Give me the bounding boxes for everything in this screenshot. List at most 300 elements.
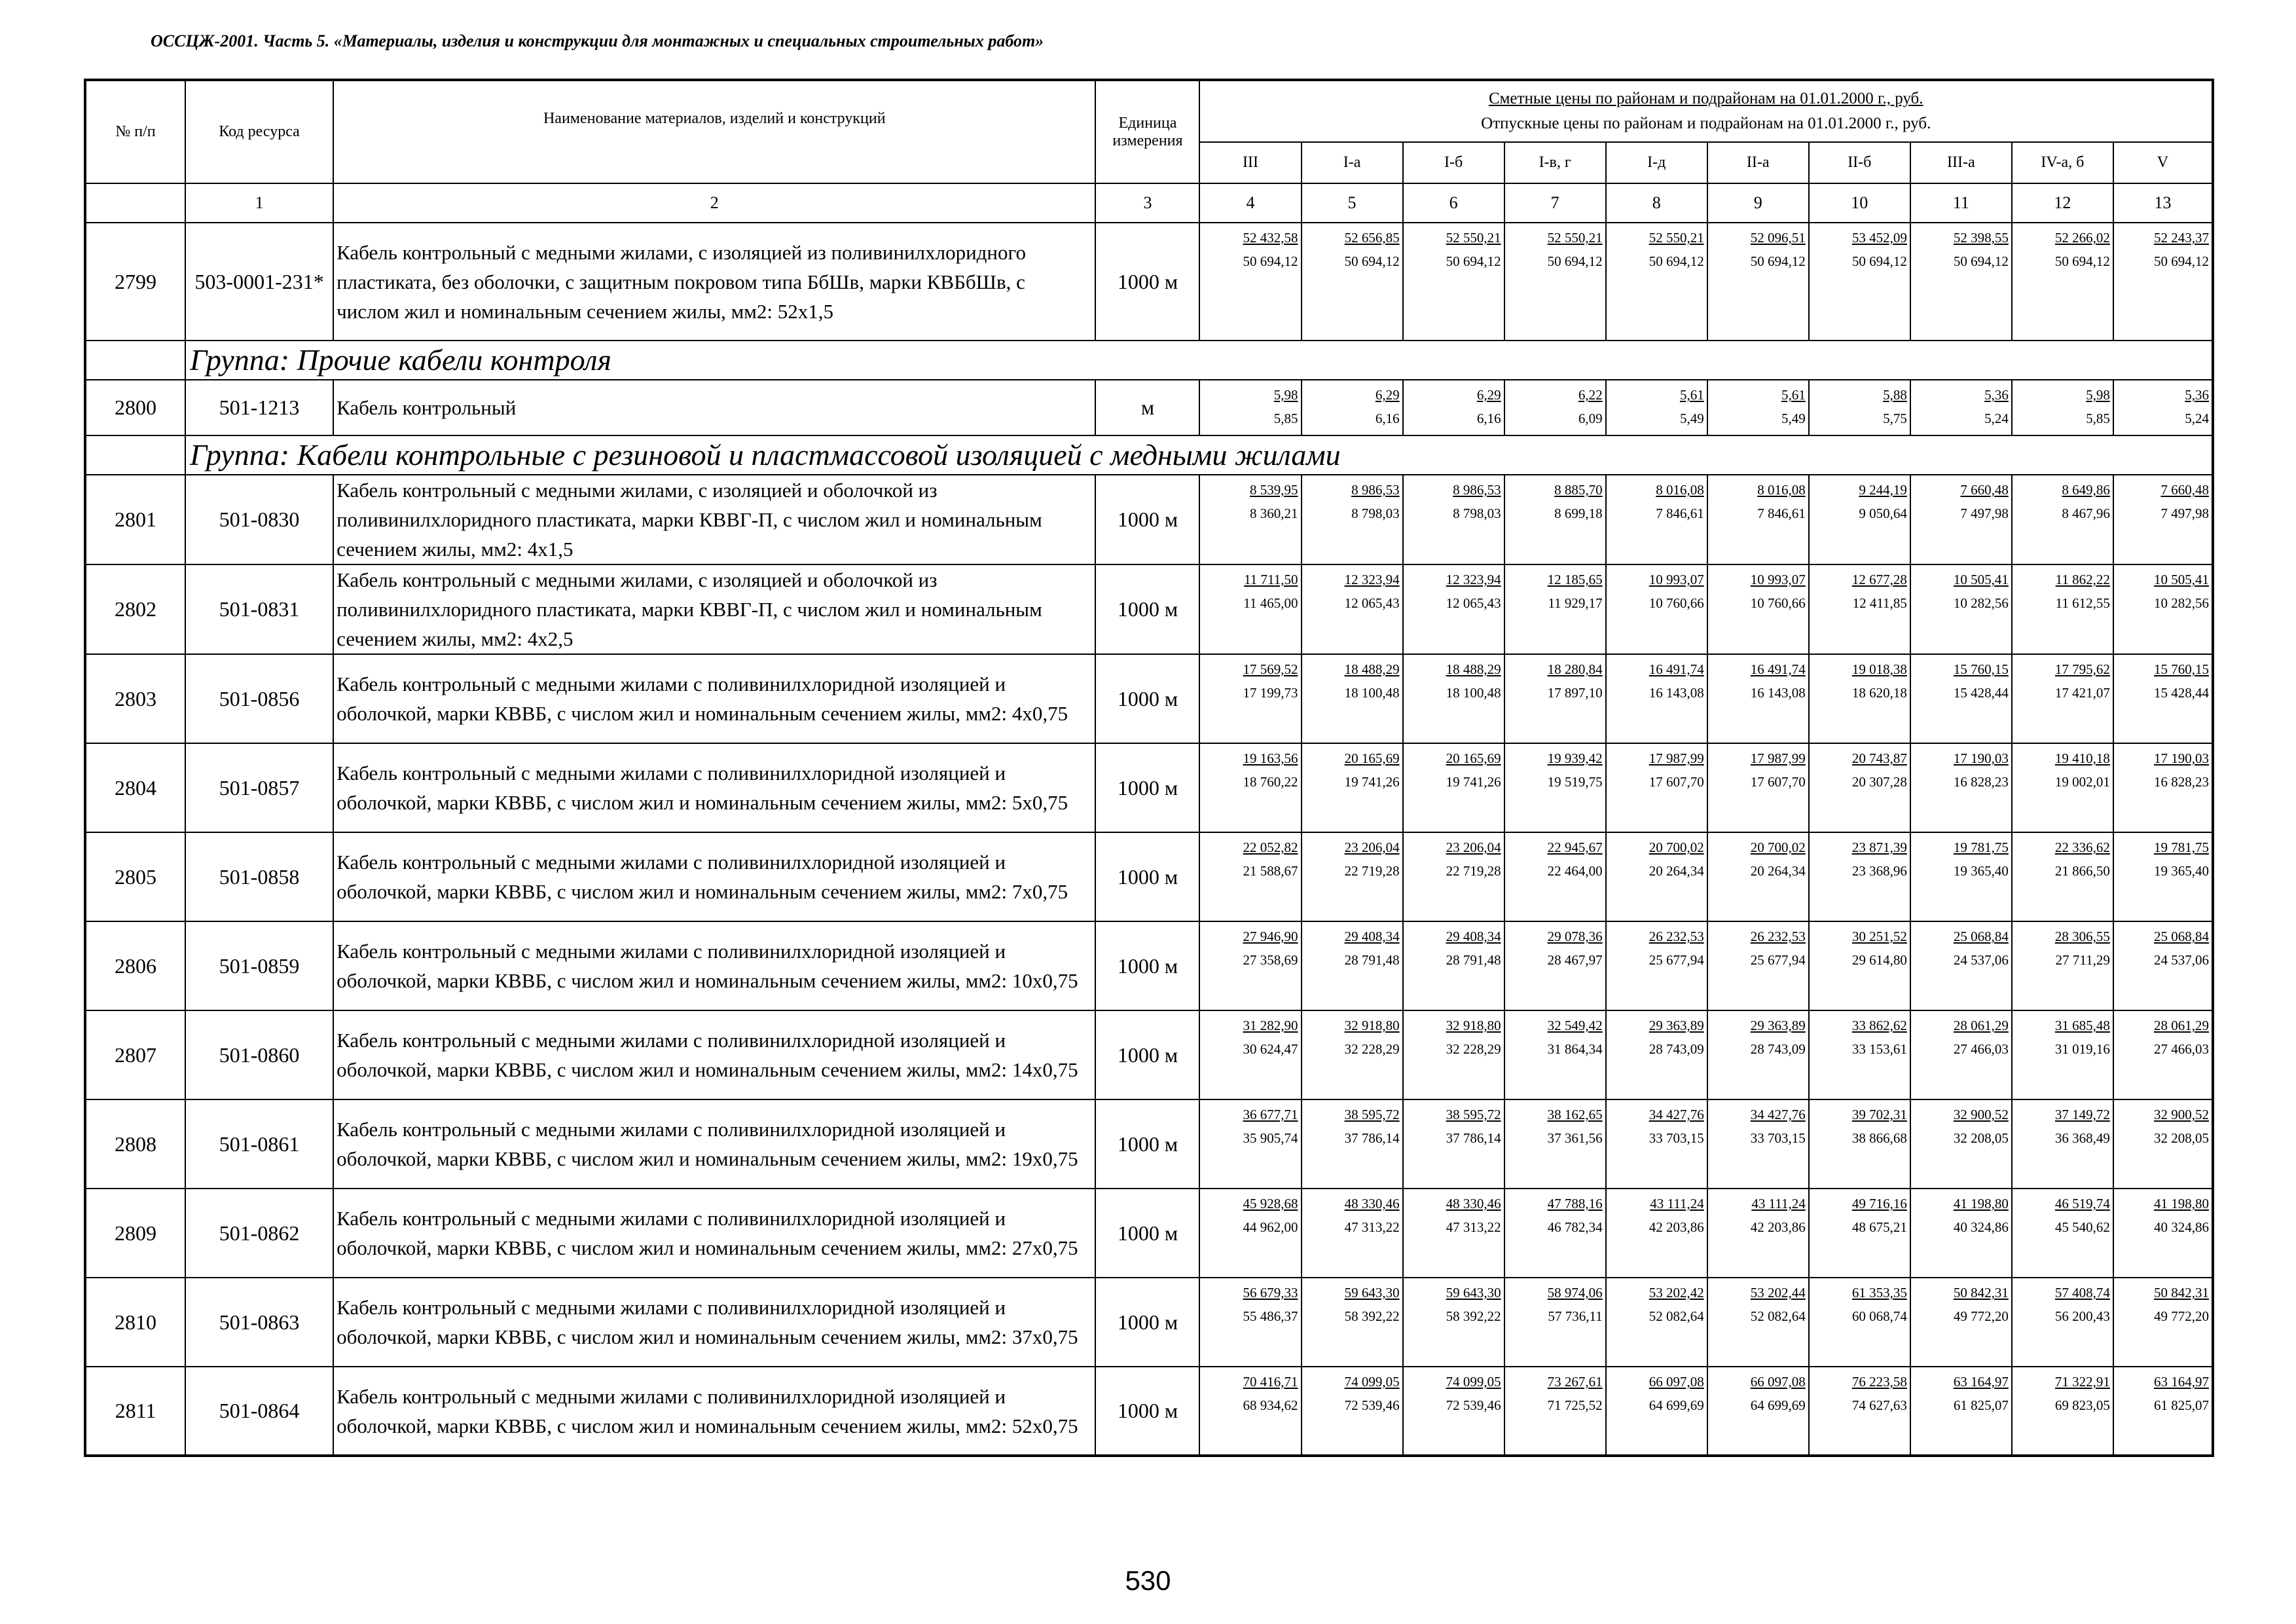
estimate-price: 19 018,38 xyxy=(1851,661,1907,677)
price-cell xyxy=(2012,1099,2113,1189)
row-number: 2801 xyxy=(85,475,185,564)
table-row xyxy=(85,475,2213,564)
release-price: 42 203,86 xyxy=(1649,1219,1704,1235)
release-price: 16 828,23 xyxy=(1953,774,2009,790)
price-cell xyxy=(2012,475,2113,564)
estimate-price: 5,98 xyxy=(2086,387,2110,403)
price-cell xyxy=(1707,654,1809,743)
col-header-code: Код ресурса xyxy=(185,80,333,183)
price-cell xyxy=(1910,1099,2012,1189)
release-price: 58 392,22 xyxy=(1446,1308,1501,1324)
price-cell xyxy=(1809,564,1910,654)
estimate-price: 5,61 xyxy=(1781,387,1806,403)
price-cell xyxy=(2012,1278,2113,1367)
price-cell xyxy=(1199,475,1301,564)
estimate-price: 48 330,46 xyxy=(1446,1196,1501,1211)
price-cell xyxy=(2012,223,2113,341)
release-price: 33 153,61 xyxy=(1851,1041,1907,1057)
release-price: 23 368,96 xyxy=(1851,863,1907,879)
table-row xyxy=(85,921,2213,1010)
release-price: 57 736,11 xyxy=(1548,1308,1603,1324)
price-cell xyxy=(1403,223,1504,341)
estimate-price: 53 452,09 xyxy=(1851,230,1907,246)
estimate-price: 20 743,87 xyxy=(1851,750,1907,766)
resource-code: 501-0864 xyxy=(185,1367,333,1456)
estimate-price: 20 165,69 xyxy=(1344,750,1400,766)
row-number: 2810 xyxy=(85,1278,185,1367)
price-cell xyxy=(1707,832,1809,921)
estimate-price: 61 353,35 xyxy=(1851,1285,1907,1301)
estimate-price: 50 842,31 xyxy=(1953,1285,2009,1301)
estimate-price: 6,29 xyxy=(1476,387,1501,403)
col-number: 11 xyxy=(1910,183,2012,223)
estimate-price: 12 185,65 xyxy=(1547,572,1603,587)
estimate-price: 15 760,15 xyxy=(1953,661,2009,677)
row-number: 2805 xyxy=(85,832,185,921)
estimate-price: 31 282,90 xyxy=(1243,1018,1298,1033)
estimate-price: 59 643,30 xyxy=(1344,1285,1400,1301)
price-cell xyxy=(1504,1367,1606,1456)
price-cell xyxy=(1809,1010,1910,1099)
estimate-price: 17 987,99 xyxy=(1649,750,1704,766)
release-price: 7 846,61 xyxy=(1656,506,1704,521)
price-cell xyxy=(1504,564,1606,654)
release-price: 28 791,48 xyxy=(1446,952,1501,968)
release-price: 5,85 xyxy=(1273,411,1298,426)
estimate-price: 18 488,29 xyxy=(1344,661,1400,677)
price-cell xyxy=(1809,1099,1910,1189)
resource-code: 503-0001-231* xyxy=(185,223,333,341)
estimate-price: 23 206,04 xyxy=(1344,840,1400,855)
col-header-region: I-д xyxy=(1606,142,1707,183)
price-cell xyxy=(1403,475,1504,564)
estimate-price: 5,98 xyxy=(1273,387,1298,403)
release-price: 8 699,18 xyxy=(1554,506,1603,521)
price-cell xyxy=(2113,1010,2213,1099)
price-cell xyxy=(1199,654,1301,743)
estimate-price: 63 164,97 xyxy=(2154,1374,2209,1390)
release-price: 8 467,96 xyxy=(2062,506,2110,521)
release-price: 49 772,20 xyxy=(2154,1308,2209,1324)
price-cell xyxy=(1707,1278,1809,1367)
estimate-price: 66 097,08 xyxy=(1649,1374,1704,1390)
estimate-price: 26 232,53 xyxy=(1750,929,1806,944)
estimate-price: 18 280,84 xyxy=(1547,661,1603,677)
estimate-price: 25 068,84 xyxy=(1953,929,2009,944)
price-cell xyxy=(2012,654,2113,743)
release-price: 71 725,52 xyxy=(1547,1397,1603,1413)
estimate-price: 12 323,94 xyxy=(1344,572,1400,587)
price-cell xyxy=(1910,475,2012,564)
price-cell xyxy=(1199,380,1301,435)
estimate-price: 19 781,75 xyxy=(2154,840,2209,855)
price-cell xyxy=(1302,1010,1403,1099)
col-header-region: III xyxy=(1199,142,1301,183)
price-cell xyxy=(1606,1099,1707,1189)
release-price: 72 539,46 xyxy=(1344,1397,1400,1413)
release-price: 19 519,75 xyxy=(1547,774,1603,790)
estimate-price: 32 549,42 xyxy=(1547,1018,1603,1033)
release-price: 61 825,07 xyxy=(1953,1397,2009,1413)
price-cell xyxy=(1910,921,2012,1010)
price-cell xyxy=(2113,380,2213,435)
estimate-price: 30 251,52 xyxy=(1851,929,1907,944)
page-number: 530 xyxy=(1125,1565,1171,1596)
estimate-price: 20 700,02 xyxy=(1750,840,1806,855)
estimate-price: 52 096,51 xyxy=(1750,230,1806,246)
resource-code: 501-0859 xyxy=(185,921,333,1010)
release-price: 19 365,40 xyxy=(1953,863,2009,879)
price-cell xyxy=(1707,1367,1809,1456)
estimate-price: 32 918,80 xyxy=(1446,1018,1501,1033)
table-row xyxy=(85,380,2213,435)
prices-release-title: Отпускные цены по районам и подрайонам на 01.01.2000 г., руб. xyxy=(1481,115,1931,132)
price-cell xyxy=(2012,380,2113,435)
price-cell xyxy=(1302,1189,1403,1278)
estimate-price: 73 267,61 xyxy=(1547,1374,1603,1390)
release-price: 15 428,44 xyxy=(2154,685,2209,701)
estimate-price: 23 871,39 xyxy=(1851,840,1907,855)
col-number: 7 xyxy=(1504,183,1606,223)
table-row xyxy=(85,1010,2213,1099)
estimate-price: 8 649,86 xyxy=(2062,482,2110,498)
estimate-price: 5,36 xyxy=(2185,387,2209,403)
release-price: 27 358,69 xyxy=(1243,952,1298,968)
release-price: 10 282,56 xyxy=(2154,595,2209,611)
price-cell xyxy=(2113,564,2213,654)
release-price: 33 703,15 xyxy=(1649,1130,1704,1146)
release-price: 35 905,74 xyxy=(1243,1130,1298,1146)
price-cell xyxy=(1910,832,2012,921)
release-price: 18 620,18 xyxy=(1851,685,1907,701)
estimate-price: 16 491,74 xyxy=(1649,661,1704,677)
estimate-price: 53 202,44 xyxy=(1750,1285,1806,1301)
col-number: 10 xyxy=(1809,183,1910,223)
release-price: 44 962,00 xyxy=(1243,1219,1298,1235)
release-price: 28 743,09 xyxy=(1750,1041,1806,1057)
release-price: 72 539,46 xyxy=(1446,1397,1501,1413)
release-price: 5,49 xyxy=(1679,411,1704,426)
estimate-price: 52 550,21 xyxy=(1446,230,1501,246)
release-price: 17 199,73 xyxy=(1243,685,1298,701)
row-number: 2806 xyxy=(85,921,185,1010)
estimate-price: 10 993,07 xyxy=(1649,572,1704,587)
estimate-price: 19 410,18 xyxy=(2054,750,2110,766)
resource-code: 501-0831 xyxy=(185,564,333,654)
price-cell xyxy=(1910,380,2012,435)
price-cell xyxy=(2113,1367,2213,1456)
price-cell xyxy=(2113,1099,2213,1189)
price-cell xyxy=(2113,475,2213,564)
estimate-price: 6,29 xyxy=(1375,387,1400,403)
resource-code: 501-0857 xyxy=(185,743,333,832)
price-cell xyxy=(1606,1278,1707,1367)
price-cell xyxy=(1199,1367,1301,1456)
release-price: 18 760,22 xyxy=(1243,774,1298,790)
col-number: 13 xyxy=(2113,183,2213,223)
release-price: 17 607,70 xyxy=(1750,774,1806,790)
unit-of-measure: 1000 м xyxy=(1095,654,1199,743)
release-price: 50 694,12 xyxy=(2154,253,2209,269)
release-price: 64 699,69 xyxy=(1750,1397,1806,1413)
table-row xyxy=(85,743,2213,832)
release-price: 19 741,26 xyxy=(1446,774,1501,790)
estimate-price: 23 206,04 xyxy=(1446,840,1501,855)
row-number: 2809 xyxy=(85,1189,185,1278)
price-cell xyxy=(1606,223,1707,341)
estimate-price: 45 928,68 xyxy=(1243,1196,1298,1211)
estimate-price: 27 946,90 xyxy=(1243,929,1298,944)
price-cell xyxy=(1606,654,1707,743)
estimate-price: 7 660,48 xyxy=(2160,482,2209,498)
release-price: 47 313,22 xyxy=(1344,1219,1400,1235)
estimate-price: 48 330,46 xyxy=(1344,1196,1400,1211)
release-price: 12 065,43 xyxy=(1446,595,1501,611)
price-cell xyxy=(1504,654,1606,743)
estimate-price: 38 595,72 xyxy=(1446,1107,1501,1122)
estimate-price: 8 885,70 xyxy=(1554,482,1603,498)
price-cell xyxy=(2113,654,2213,743)
price-cell xyxy=(1707,1189,1809,1278)
release-price: 31 864,34 xyxy=(1547,1041,1603,1057)
col-header-region: IV-а, б xyxy=(2012,142,2113,183)
estimate-price: 8 539,95 xyxy=(1250,482,1298,498)
resource-code: 501-0856 xyxy=(185,654,333,743)
release-price: 16 143,08 xyxy=(1750,685,1806,701)
release-price: 19 002,01 xyxy=(2054,774,2110,790)
release-price: 10 760,66 xyxy=(1649,595,1704,611)
estimate-price: 28 061,29 xyxy=(1953,1018,2009,1033)
table-row xyxy=(85,654,2213,743)
col-number: 4 xyxy=(1199,183,1301,223)
price-cell xyxy=(1606,1189,1707,1278)
price-cell xyxy=(1504,832,1606,921)
release-price: 5,24 xyxy=(1984,411,2009,426)
release-price: 5,75 xyxy=(1883,411,1907,426)
price-cell xyxy=(1910,564,2012,654)
release-price: 20 264,34 xyxy=(1750,863,1806,879)
col-number: 6 xyxy=(1403,183,1504,223)
release-price: 28 743,09 xyxy=(1649,1041,1704,1057)
group-title: Группа: Прочие кабели контроля xyxy=(185,341,2213,380)
material-name: Кабель контрольный с медными жилами с поливинилхлоридной изоляцией и оболочкой, марки КВВБ, с числом жил и номинальным сечением жилы, мм2: 19х0,75 xyxy=(333,1099,1095,1189)
estimate-price: 63 164,97 xyxy=(1953,1374,2009,1390)
release-price: 8 798,03 xyxy=(1453,506,1501,521)
estimate-price: 28 061,29 xyxy=(2154,1018,2209,1033)
price-cell xyxy=(1403,654,1504,743)
price-cell xyxy=(1910,743,2012,832)
price-cell xyxy=(1504,921,1606,1010)
release-price: 37 786,14 xyxy=(1446,1130,1501,1146)
col-header-region: II-а xyxy=(1707,142,1809,183)
release-price: 68 934,62 xyxy=(1243,1397,1298,1413)
material-name: Кабель контрольный с медными жилами, с изоляцией и оболочкой из поливинилхлоридного пластиката, марки КВВГ-П, с числом жил и номинальным сечением жилы, мм2: 4х2,5 xyxy=(333,564,1095,654)
price-cell xyxy=(1403,380,1504,435)
estimate-price: 19 781,75 xyxy=(1953,840,2009,855)
release-price: 60 068,74 xyxy=(1851,1308,1907,1324)
price-cell xyxy=(1302,743,1403,832)
release-price: 27 466,03 xyxy=(2154,1041,2209,1057)
estimate-price: 46 519,74 xyxy=(2054,1196,2110,1211)
estimate-price: 56 679,33 xyxy=(1243,1285,1298,1301)
estimate-price: 5,61 xyxy=(1679,387,1704,403)
unit-of-measure: м xyxy=(1095,380,1199,435)
price-cell xyxy=(1707,223,1809,341)
estimate-price: 76 223,58 xyxy=(1851,1374,1907,1390)
release-price: 31 019,16 xyxy=(2054,1041,2110,1057)
estimate-price: 29 408,34 xyxy=(1446,929,1501,944)
price-cell xyxy=(1707,743,1809,832)
release-price: 42 203,86 xyxy=(1750,1219,1806,1235)
col-header-region: I-а xyxy=(1302,142,1403,183)
row-number: 2804 xyxy=(85,743,185,832)
col-header-num: № п/п xyxy=(85,80,185,183)
resource-code: 501-1213 xyxy=(185,380,333,435)
price-cell xyxy=(2113,743,2213,832)
estimate-price: 52 398,55 xyxy=(1953,230,2009,246)
estimate-price: 52 656,85 xyxy=(1344,230,1400,246)
release-price: 8 360,21 xyxy=(1250,506,1298,521)
release-price: 22 719,28 xyxy=(1344,863,1400,879)
material-name: Кабель контрольный с медными жилами, с изоляцией из поливинилхлоридного пластиката, без оболочки, с защитным покровом типа БбШв, марки КВБбШв, с числом жил и номинальным сечением жилы, мм2: 52х1,5 xyxy=(333,223,1095,341)
table-row xyxy=(85,1189,2213,1278)
estimate-price: 22 336,62 xyxy=(2054,840,2110,855)
price-cell xyxy=(2113,832,2213,921)
price-cell xyxy=(1910,1189,2012,1278)
estimate-price: 29 078,36 xyxy=(1547,929,1603,944)
price-cell xyxy=(1910,1278,2012,1367)
col-number: 8 xyxy=(1606,183,1707,223)
price-cell xyxy=(2113,921,2213,1010)
release-price: 17 607,70 xyxy=(1649,774,1704,790)
release-price: 11 929,17 xyxy=(1548,595,1603,611)
estimate-price: 10 505,41 xyxy=(2154,572,2209,587)
price-cell xyxy=(1199,1189,1301,1278)
release-price: 49 772,20 xyxy=(1953,1308,2009,1324)
release-price: 25 677,94 xyxy=(1649,952,1704,968)
release-price: 22 464,00 xyxy=(1547,863,1603,879)
price-cell xyxy=(1910,1367,2012,1456)
price-cell xyxy=(1606,921,1707,1010)
price-cell xyxy=(1910,223,2012,341)
release-price: 36 368,49 xyxy=(2054,1130,2110,1146)
estimate-price: 71 322,91 xyxy=(2054,1374,2110,1390)
release-price: 5,49 xyxy=(1781,411,1806,426)
estimate-price: 49 716,16 xyxy=(1851,1196,1907,1211)
price-cell xyxy=(1302,1367,1403,1456)
price-cell xyxy=(1199,1099,1301,1189)
estimate-price: 15 760,15 xyxy=(2154,661,2209,677)
unit-of-measure: 1000 м xyxy=(1095,1010,1199,1099)
estimate-price: 5,36 xyxy=(1984,387,2009,403)
row-number: 2803 xyxy=(85,654,185,743)
release-price: 20 307,28 xyxy=(1851,774,1907,790)
estimate-price: 20 700,02 xyxy=(1649,840,1704,855)
unit-of-measure: 1000 м xyxy=(1095,832,1199,921)
table-row xyxy=(85,564,2213,654)
col-number: 12 xyxy=(2012,183,2113,223)
release-price: 19 741,26 xyxy=(1344,774,1400,790)
estimate-price: 17 569,52 xyxy=(1243,661,1298,677)
estimate-price: 31 685,48 xyxy=(2054,1018,2110,1033)
release-price: 50 694,12 xyxy=(1750,253,1806,269)
release-price: 56 200,43 xyxy=(2054,1308,2110,1324)
release-price: 45 540,62 xyxy=(2054,1219,2110,1235)
estimate-price: 52 550,21 xyxy=(1547,230,1603,246)
resource-code: 501-0861 xyxy=(185,1099,333,1189)
estimate-price: 18 488,29 xyxy=(1446,661,1501,677)
price-cell xyxy=(1199,1010,1301,1099)
material-name: Кабель контрольный с медными жилами, с изоляцией и оболочкой из поливинилхлоридного пластиката, марки КВВГ-П, с числом жил и номинальным сечением жилы, мм2: 4х1,5 xyxy=(333,475,1095,564)
price-cell xyxy=(1199,832,1301,921)
col-number: 9 xyxy=(1707,183,1809,223)
price-cell xyxy=(1707,1099,1809,1189)
resource-code: 501-0863 xyxy=(185,1278,333,1367)
release-price: 50 694,12 xyxy=(2054,253,2110,269)
estimate-price: 29 408,34 xyxy=(1344,929,1400,944)
price-cell xyxy=(1707,564,1809,654)
estimate-price: 41 198,80 xyxy=(1953,1196,2009,1211)
estimate-price: 17 987,99 xyxy=(1750,750,1806,766)
price-cell xyxy=(1910,1010,2012,1099)
release-price: 24 537,06 xyxy=(1953,952,2009,968)
price-cell xyxy=(1809,475,1910,564)
estimate-price: 32 900,52 xyxy=(1953,1107,2009,1122)
estimate-price: 52 266,02 xyxy=(2054,230,2110,246)
price-cell xyxy=(2113,1189,2213,1278)
estimate-price: 74 099,05 xyxy=(1446,1374,1501,1390)
col-header-region: I-в, г xyxy=(1504,142,1606,183)
release-price: 52 082,64 xyxy=(1649,1308,1704,1324)
price-cell xyxy=(1403,564,1504,654)
table-row xyxy=(85,832,2213,921)
estimate-price: 8 986,53 xyxy=(1351,482,1400,498)
price-cell xyxy=(1199,564,1301,654)
release-price: 69 823,05 xyxy=(2054,1397,2110,1413)
estimate-price: 19 163,56 xyxy=(1243,750,1298,766)
price-cell xyxy=(1809,223,1910,341)
col-header-region: III-а xyxy=(1910,142,2012,183)
resource-code: 501-0830 xyxy=(185,475,333,564)
price-cell xyxy=(1809,921,1910,1010)
release-price: 22 719,28 xyxy=(1446,863,1501,879)
col-number: 3 xyxy=(1095,183,1199,223)
estimate-price: 17 190,03 xyxy=(1953,750,2009,766)
estimate-price: 43 111,24 xyxy=(1650,1196,1704,1211)
page-header: ОССЦЖ-2001. Часть 5. «Материалы, изделия и конструкции для монтажных и специальных строительных работ» xyxy=(151,31,1044,50)
release-price: 58 392,22 xyxy=(1344,1308,1400,1324)
price-cell xyxy=(1199,921,1301,1010)
estimate-price: 57 408,74 xyxy=(2054,1285,2110,1301)
estimate-price: 11 862,22 xyxy=(2055,572,2110,587)
release-price: 15 428,44 xyxy=(1953,685,2009,701)
prices-estimate-title: Сметные цены по районам и подрайонам на 01.01.2000 г., руб. xyxy=(1488,90,1923,107)
price-cell xyxy=(1403,743,1504,832)
col-header-prices xyxy=(1199,80,2213,142)
price-cell xyxy=(1809,380,1910,435)
release-price: 37 361,56 xyxy=(1547,1130,1603,1146)
estimate-price: 9 244,19 xyxy=(1859,482,1907,498)
estimate-price: 32 900,52 xyxy=(2154,1107,2209,1122)
price-cell xyxy=(2113,223,2213,341)
unit-of-measure: 1000 м xyxy=(1095,743,1199,832)
estimate-price: 8 986,53 xyxy=(1453,482,1501,498)
estimate-price: 17 190,03 xyxy=(2154,750,2209,766)
release-price: 21 866,50 xyxy=(2054,863,2110,879)
release-price: 6,16 xyxy=(1476,411,1501,426)
release-price: 11 612,55 xyxy=(2055,595,2110,611)
resource-code: 501-0862 xyxy=(185,1189,333,1278)
